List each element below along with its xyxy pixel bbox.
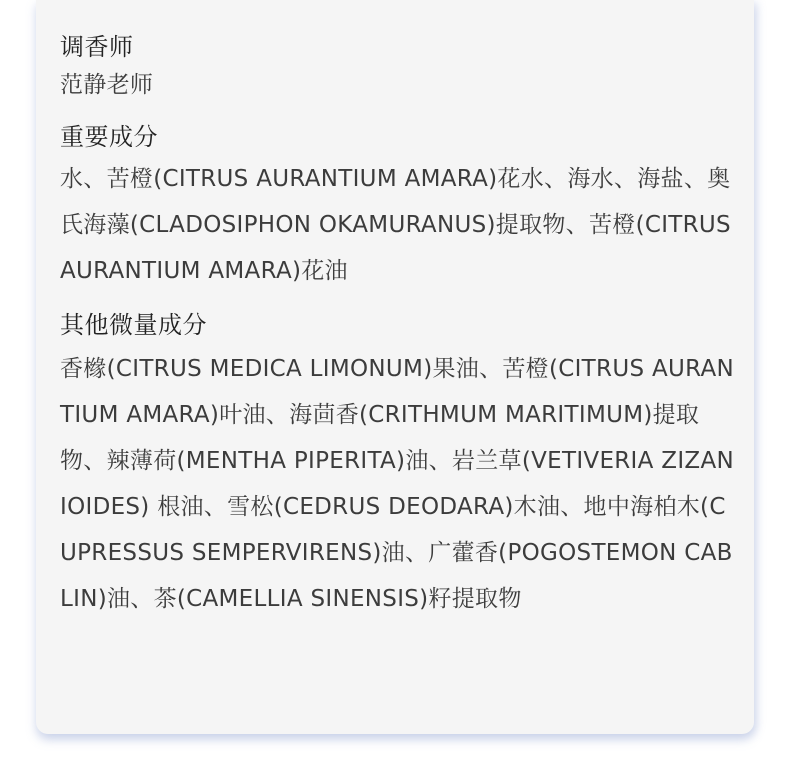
minor-ingredients-heading: 其他微量成分 (60, 311, 207, 339)
perfumer-heading: 调香师 (60, 33, 134, 61)
card-content (60, 30, 736, 622)
ingredients-card (36, 0, 754, 734)
main-ingredients-text: 水、苦橙(CITRUS AURANTIUM AMARA)花水、海水、海盐、奥氏海藻(CLADOSIPHON OKAMURANUS)提取物、苦橙(CITRUS AURANTIUM AMARA)花油 (60, 166, 731, 284)
perfumer-name: 范静老师 (60, 72, 154, 98)
main-ingredients-heading: 重要成分 (60, 123, 158, 151)
minor-ingredients-text: 香橼(CITRUS MEDICA LIMONUM)果油、苦橙(CITRUS AURANTIUM AMARA)叶油、海茴香(CRITHMUM MARITIMUM)提取物、辣薄荷(MENTHA PIPERITA)油、岩兰草(VETIVERIA ZIZANIOIDES) 根油、雪松(CEDRUS DEODARA)木油、地中海柏木(CUPRESSUS SEMPERVIRENS)油、广藿香(POGOSTEMON CABLIN)油、茶(CAMELLIA SINENSIS)籽提取物 (60, 356, 735, 612)
